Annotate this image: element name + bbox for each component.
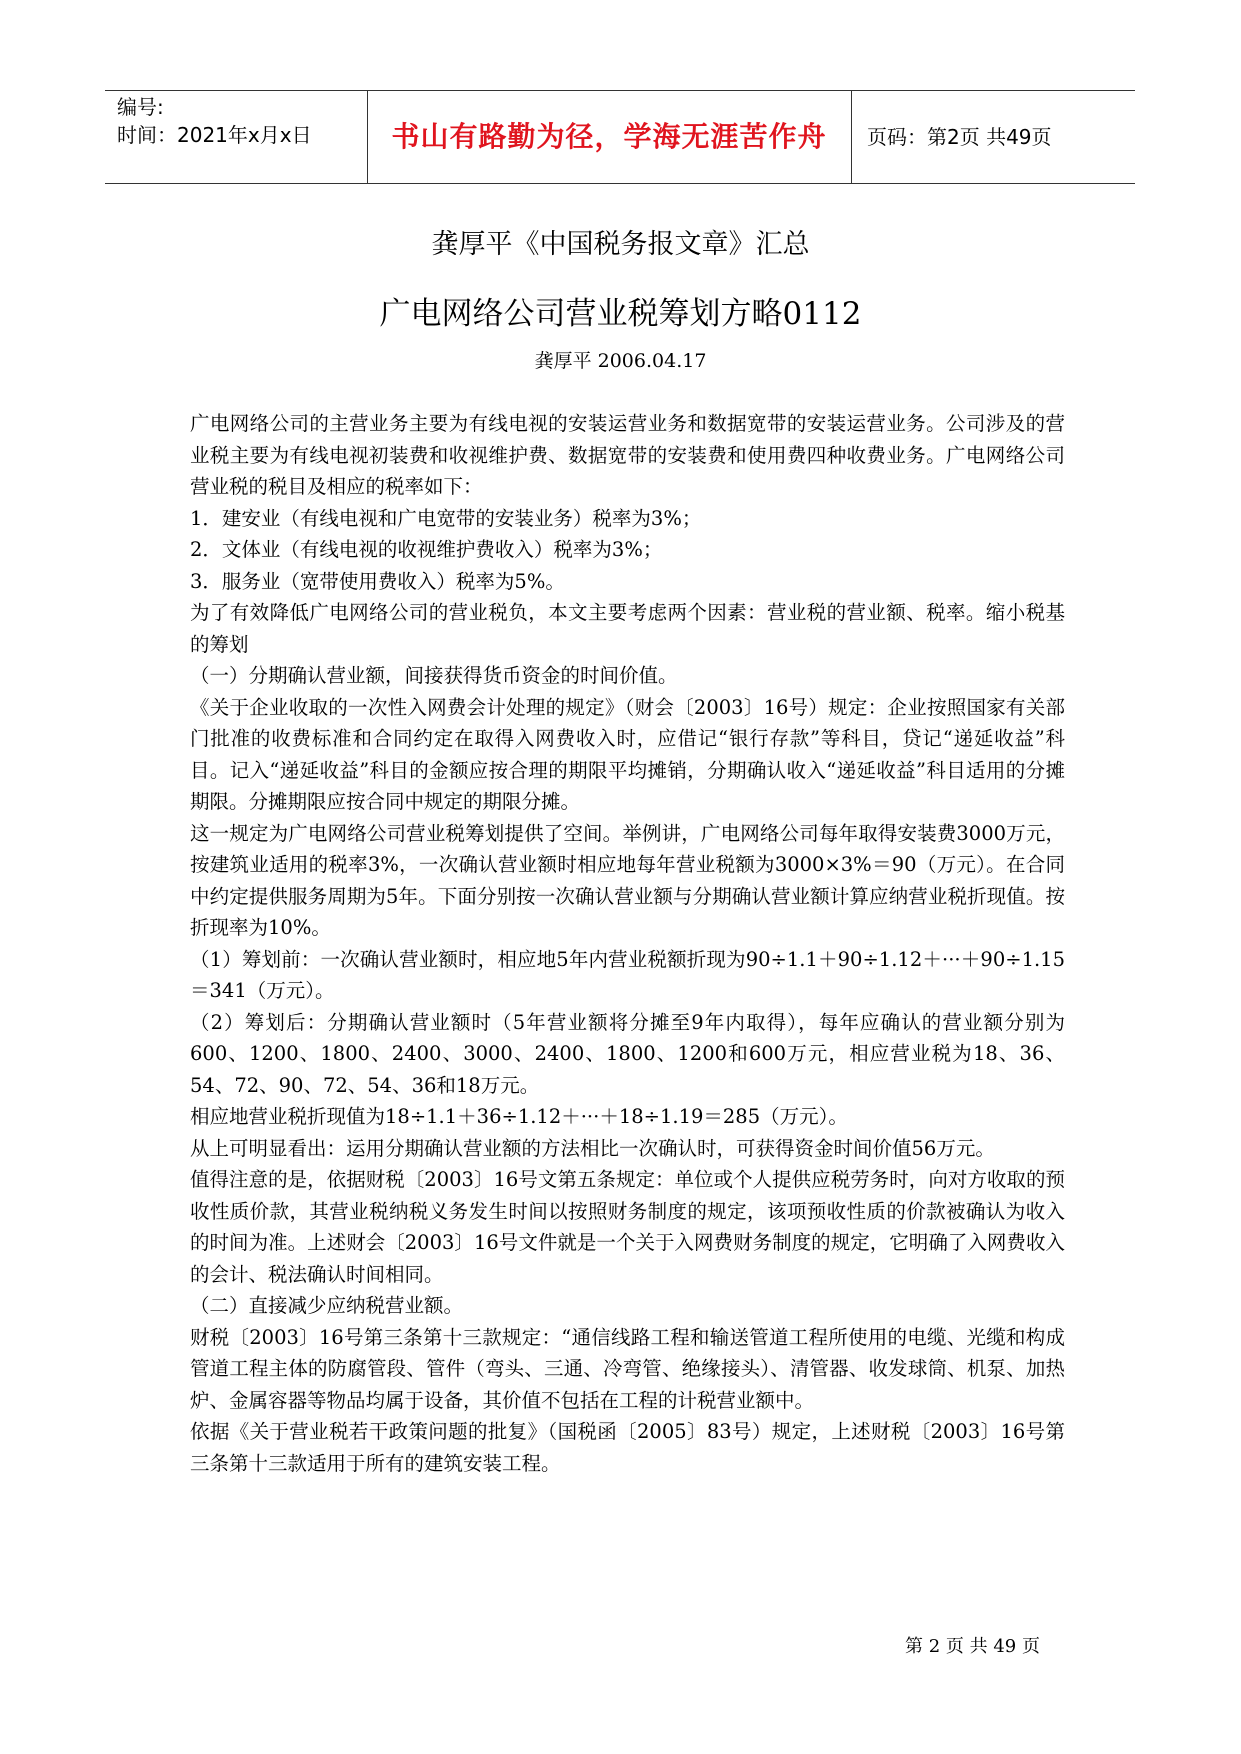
collection-title: 龚厚平《中国税务报文章》汇总 — [431, 229, 810, 260]
body-paragraph: 值得注意的是，依据财税〔2003〕16号文第五条规定：单位或个人提供应税劳务时，向对方收取的预收性质价款，其营业税纳税义务发生时间以按照财务制度的规定，该项预收性质的价款被确认为收入的时间为准。上述财会〔2003〕16号文件就是一个关于入网费财务制度的规定，它明确了入网费收入的会计、税法确认时间相同。 — [190, 1168, 1065, 1286]
body-paragraph: 广电网络公司的主营业务主要为有线电视的安装运营业务和数据宽带的安装运营业务。公司涉及的营业税主要为有线电视初装费和收视维护费、数据宽带的安装费和使用费四种收费业务。广电网络公司营业税的税目及相应的税率如下： — [190, 412, 1065, 498]
article-title: 广电网络公司营业税筹划方略0112 — [379, 296, 862, 332]
header-divider-right — [851, 91, 852, 183]
document-number-label: 编号: — [117, 95, 164, 119]
section-heading: （二）直接减少应纳税营业额。 — [190, 1294, 464, 1317]
page-footer: 第 2 页 共 49 页 — [905, 1636, 1040, 1657]
document-time-label: 时间：2021年x月x日 — [117, 123, 312, 147]
body-paragraph: 这一规定为广电网络公司营业税筹划提供了空间。举例讲，广电网络公司每年取得安装费3000万元，按建筑业适用的税率3%，一次确认营业额时相应地每年营业税额为3000×3%＝90（万元）。在合同中约定提供服务周期为5年。下面分别按一次确认营业额与分期确认营业额计算应纳营业税折现值。按折现率为10%。 — [190, 821, 1065, 939]
body-paragraph: 3．服务业（宽带使用费收入）税率为5%。 — [190, 569, 565, 593]
section-heading: （一）分期确认营业额，间接获得货币资金的时间价值。 — [190, 664, 678, 687]
body-paragraph: 财税〔2003〕16号第三条第十三款规定：“通信线路工程和输送管道工程所使用的电缆、光缆和构成管道工程主体的防腐管段、管件（弯头、三通、冷弯管、绝缘接头）、清管器、收发球筒、机泵、加热炉、金属容器等物品均属于设备，其价值不包括在工程的计税营业额中。 — [190, 1325, 1065, 1412]
body-paragraph: 从上可明显看出：运用分期确认营业额的方法相比一次确认时，可获得资金时间价值56万元。 — [190, 1136, 995, 1160]
header-meta — [117, 93, 357, 149]
body-paragraph: 相应地营业税折现值为18÷1.1＋36÷1.12＋···＋18÷1.19＝285（万元）。 — [190, 1105, 848, 1128]
body-paragraph: 1．建安业（有线电视和广电宽带的安装业务）税率为3%； — [190, 506, 702, 530]
body-paragraph: 2．文体业（有线电视的收视维护费收入）税率为3%； — [190, 538, 663, 561]
header-motto: 书山有路勤为径，学海无涯苦作舟 — [391, 120, 827, 153]
article-body — [190, 408, 1065, 1479]
page-header — [105, 90, 1135, 184]
body-paragraph: 为了有效降低广电网络公司的营业税负，本文主要考虑两个因素：营业税的营业额、税率。缩小税基的筹划 — [190, 601, 1065, 656]
header-page-number: 页码：第2页 共49页 — [867, 125, 1052, 149]
author-date: 龚厚平 2006.04.17 — [534, 350, 707, 372]
body-paragraph: （2）筹划后：分期确认营业额时（5年营业额将分摊至9年内取得），每年应确认的营业额分别为600、1200、1800、2400、3000、2400、1800、1200和600万元，相应营业税为18、36、54、72、90、72、54、36和18万元。 — [190, 1010, 1065, 1097]
body-paragraph: 依据《关于营业税若干政策问题的批复》（国税函〔2005〕83号）规定，上述财税〔2003〕16号第三条第十三款适用于所有的建筑安装工程。 — [190, 1420, 1065, 1475]
body-paragraph: 《关于企业收取的一次性入网费会计处理的规定》（财会〔2003〕16号）规定：企业按照国家有关部门批准的收费标准和合同约定在取得入网费收入时，应借记“银行存款”等科目，贷记“递延收益”科目。记入“递延收益”科目的金额应按合理的期限平均摊销，分期确认收入“递延收益”科目适用的分摊期限。分摊期限应按合同中规定的期限分摊。 — [190, 695, 1065, 813]
body-paragraph: （1）筹划前：一次确认营业额时，相应地5年内营业税额折现为90÷1.1＋90÷1.12＋···＋90÷1.15＝341（万元）。 — [190, 947, 1065, 1002]
